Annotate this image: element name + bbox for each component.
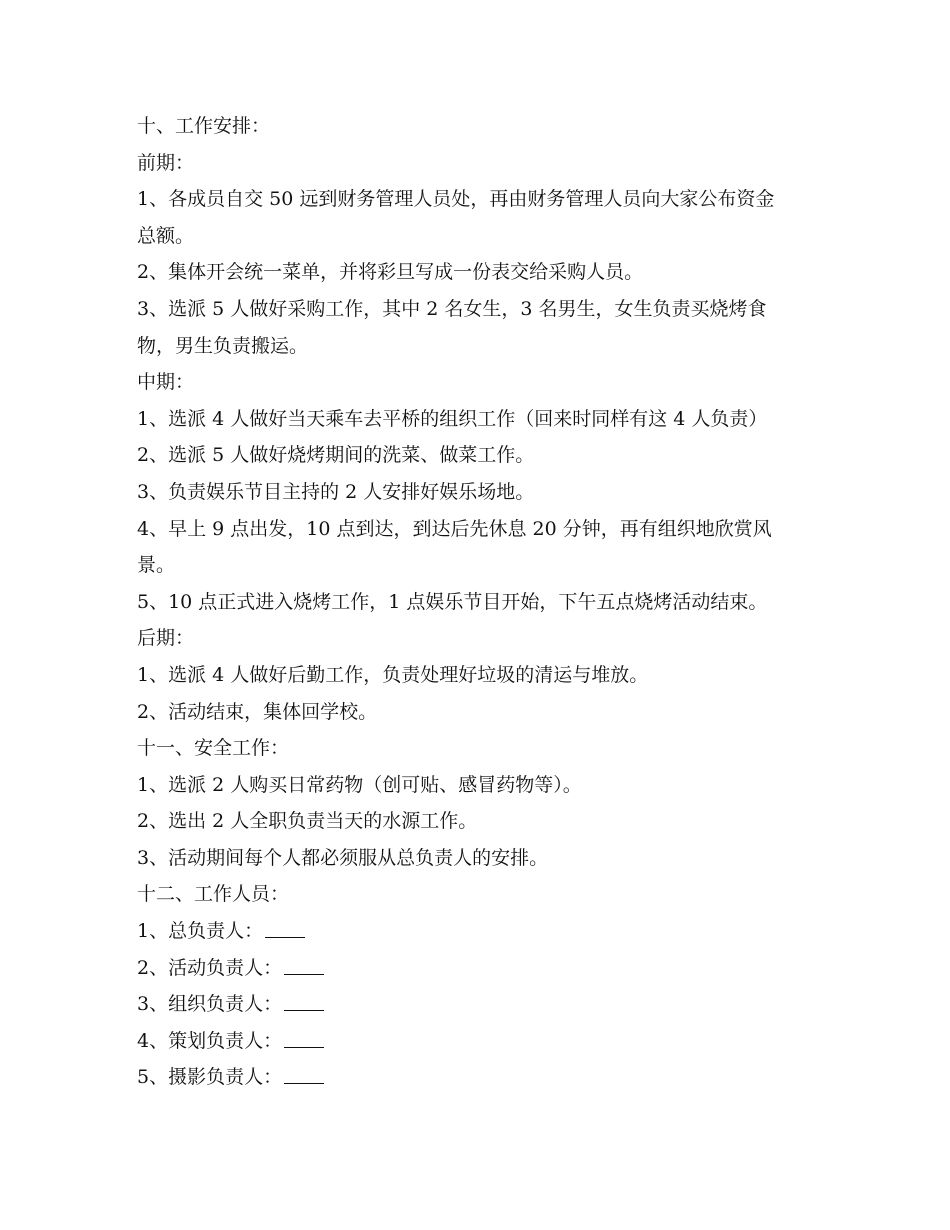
paragraph-line: 3、活动期间每个人都必须服从总负责人的安排。 bbox=[137, 846, 549, 869]
paragraph-line: 景。 bbox=[137, 554, 176, 577]
subheading-early-stage: 前期： bbox=[137, 151, 195, 174]
paragraph-line: 3、负责娱乐节目主持的 2 人安排好娱乐场地。 bbox=[137, 480, 535, 503]
staff-label: 5、摄影负责人： bbox=[137, 1066, 283, 1089]
section-heading-safety: 十一、安全工作： bbox=[137, 737, 290, 760]
staff-label: 4、策划负责人： bbox=[137, 1029, 283, 1052]
paragraph-line: 1、各成员自交 50 远到财务管理人员处，再由财务管理人员向大家公布资金 bbox=[137, 188, 775, 211]
fill-in-blank bbox=[284, 1009, 324, 1011]
staff-item-photography bbox=[137, 1059, 817, 1096]
subheading-middle-stage: 中期： bbox=[137, 371, 195, 394]
paragraph-line: 1、选派 4 人做好后勤工作，负责处理好垃圾的清运与堆放。 bbox=[137, 663, 649, 686]
fill-in-blank bbox=[284, 1046, 324, 1048]
section-heading-work-arrangement: 十、工作安排： bbox=[137, 115, 271, 137]
paragraph-line: 1、选派 2 人购买日常药物（创可贴、感冒药物等）。 bbox=[137, 773, 582, 796]
staff-label: 2、活动负责人： bbox=[137, 956, 283, 979]
paragraph-line: 总额。 bbox=[137, 224, 195, 247]
document-body bbox=[137, 108, 817, 1096]
staff-label: 3、组织负责人： bbox=[137, 993, 283, 1016]
paragraph-line: 1、选派 4 人做好当天乘车去平桥的组织工作（回来时同样有这 4 人负责） bbox=[137, 407, 768, 430]
staff-item-planning bbox=[137, 1023, 817, 1060]
paragraph-line: 3、选派 5 人做好采购工作，其中 2 名女生，3 名男生，女生负责买烧烤食 bbox=[137, 297, 767, 320]
staff-label: 1、总负责人： bbox=[137, 920, 264, 943]
paragraph-line: 4、早上 9 点出发，10 点到达，到达后先休息 20 分钟，再有组织地欣赏风 bbox=[137, 517, 772, 540]
paragraph-line: 2、选派 5 人做好烧烤期间的洗菜、做菜工作。 bbox=[137, 444, 535, 467]
subheading-late-stage: 后期： bbox=[137, 627, 195, 650]
fill-in-blank bbox=[284, 973, 324, 975]
paragraph-line: 2、选出 2 人全职负责当天的水源工作。 bbox=[137, 810, 478, 833]
paragraph-line: 2、活动结束，集体回学校。 bbox=[137, 700, 378, 723]
section-heading-staff: 十二、工作人员： bbox=[137, 883, 290, 906]
paragraph-line: 5、10 点正式进入烧烤工作，1 点娱乐节目开始，下午五点烧烤活动结束。 bbox=[137, 590, 768, 613]
staff-item-activity bbox=[137, 950, 817, 987]
staff-item-chief bbox=[137, 913, 817, 950]
fill-in-blank bbox=[284, 1082, 324, 1084]
paragraph-line: 物，男生负责搬运。 bbox=[137, 334, 309, 357]
fill-in-blank bbox=[265, 936, 305, 938]
paragraph-line: 2、集体开会统一菜单，并将彩旦写成一份表交给采购人员。 bbox=[137, 261, 644, 284]
staff-item-organization bbox=[137, 986, 817, 1023]
